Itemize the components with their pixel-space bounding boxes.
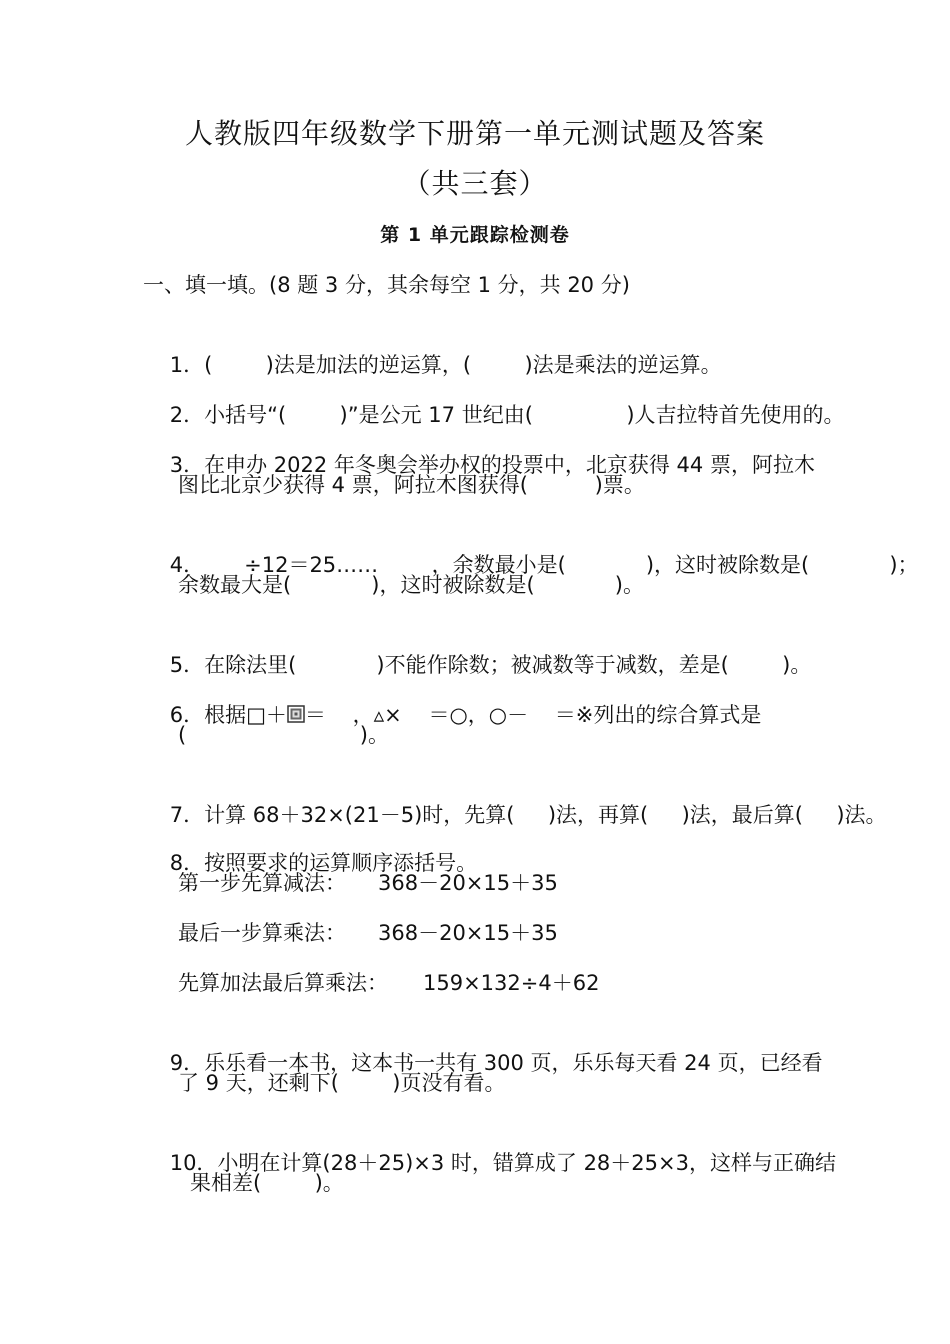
section-instruction: 一、填一填。(8 题 3 分，其余每空 1 分，共 20 分) [143,273,630,297]
question-text: ÷12＝25…… ，余数最小是( )，这时被除数是( )； [204,553,919,577]
question-text: 小括号“( )”是公元 17 世纪由( )人吉拉特首先使用的。 [204,403,845,427]
question-10-continued: 果相差( )。 [190,1171,344,1195]
page-title-sub: （共三套） [402,167,548,200]
question-text: ( )法是加法的逆运算，( )法是乘法的逆运算。 [204,353,722,377]
section-heading: 第 1 单元跟踪检测卷 [380,224,570,246]
question-number: 5． [169,653,205,677]
q8-item-2-label: 最后一步算乘法： [178,921,346,945]
question-6-continued: ( )。 [178,723,389,747]
question-text: 按照要求的运算顺序添括号。 [204,851,478,875]
question-number: 4． [169,553,205,577]
question-text: 乐乐看一本书，这本书一共有 300 页，乐乐每天看 24 页，已经看 [204,1051,823,1075]
question-text-part-a: 根据□＋ [204,703,287,727]
question-9-continued: 了 9 天，还剩下( )页没有看。 [178,1071,506,1095]
question-number: 7． [169,803,205,827]
question-3-continued: 图比北京少获得 4 票，阿拉木图获得( )票。 [178,473,645,497]
question-number: 6． [169,703,205,727]
question-number: 9． [169,1051,205,1075]
question-number: 3． [169,453,205,477]
q8-item-1-label: 第一步先算减法： [178,871,346,895]
question-4-continued: 余数最大是( )，这时被除数是( )。 [178,573,644,597]
question-number: 1． [169,353,205,377]
q8-item-1-expression: 368－20×15＋35 [378,871,558,895]
question-text: 计算 68＋32×(21－5)时，先算( )法，再算( )法，最后算( )法。 [204,803,887,827]
question-text: 在除法里( )不能作除数；被减数等于减数，差是( )。 [204,653,812,677]
question-text: 小明在计算(28＋25)×3 时，错算成了 28＋25×3，这样与正确结 [217,1151,836,1175]
q8-item-2-expression: 368－20×15＋35 [378,921,558,945]
q8-item-3-label: 先算加法最后算乘法： [178,971,388,995]
page-title: 人教版四年级数学下册第一单元测试题及答案 [184,117,765,150]
question-number: 8． [169,851,205,875]
question-number: 10． [169,1151,218,1175]
question-text: 在申办 2022 年冬奥会举办权的投票中，北京获得 44 票，阿拉木 [204,453,815,477]
question-number: 2． [169,403,205,427]
q8-item-3-expression: 159×132÷4＋62 [423,971,600,995]
question-text-part-b: ＝ ，▵× ＝○，○－ ＝※列出的综合算式是 [304,703,762,727]
